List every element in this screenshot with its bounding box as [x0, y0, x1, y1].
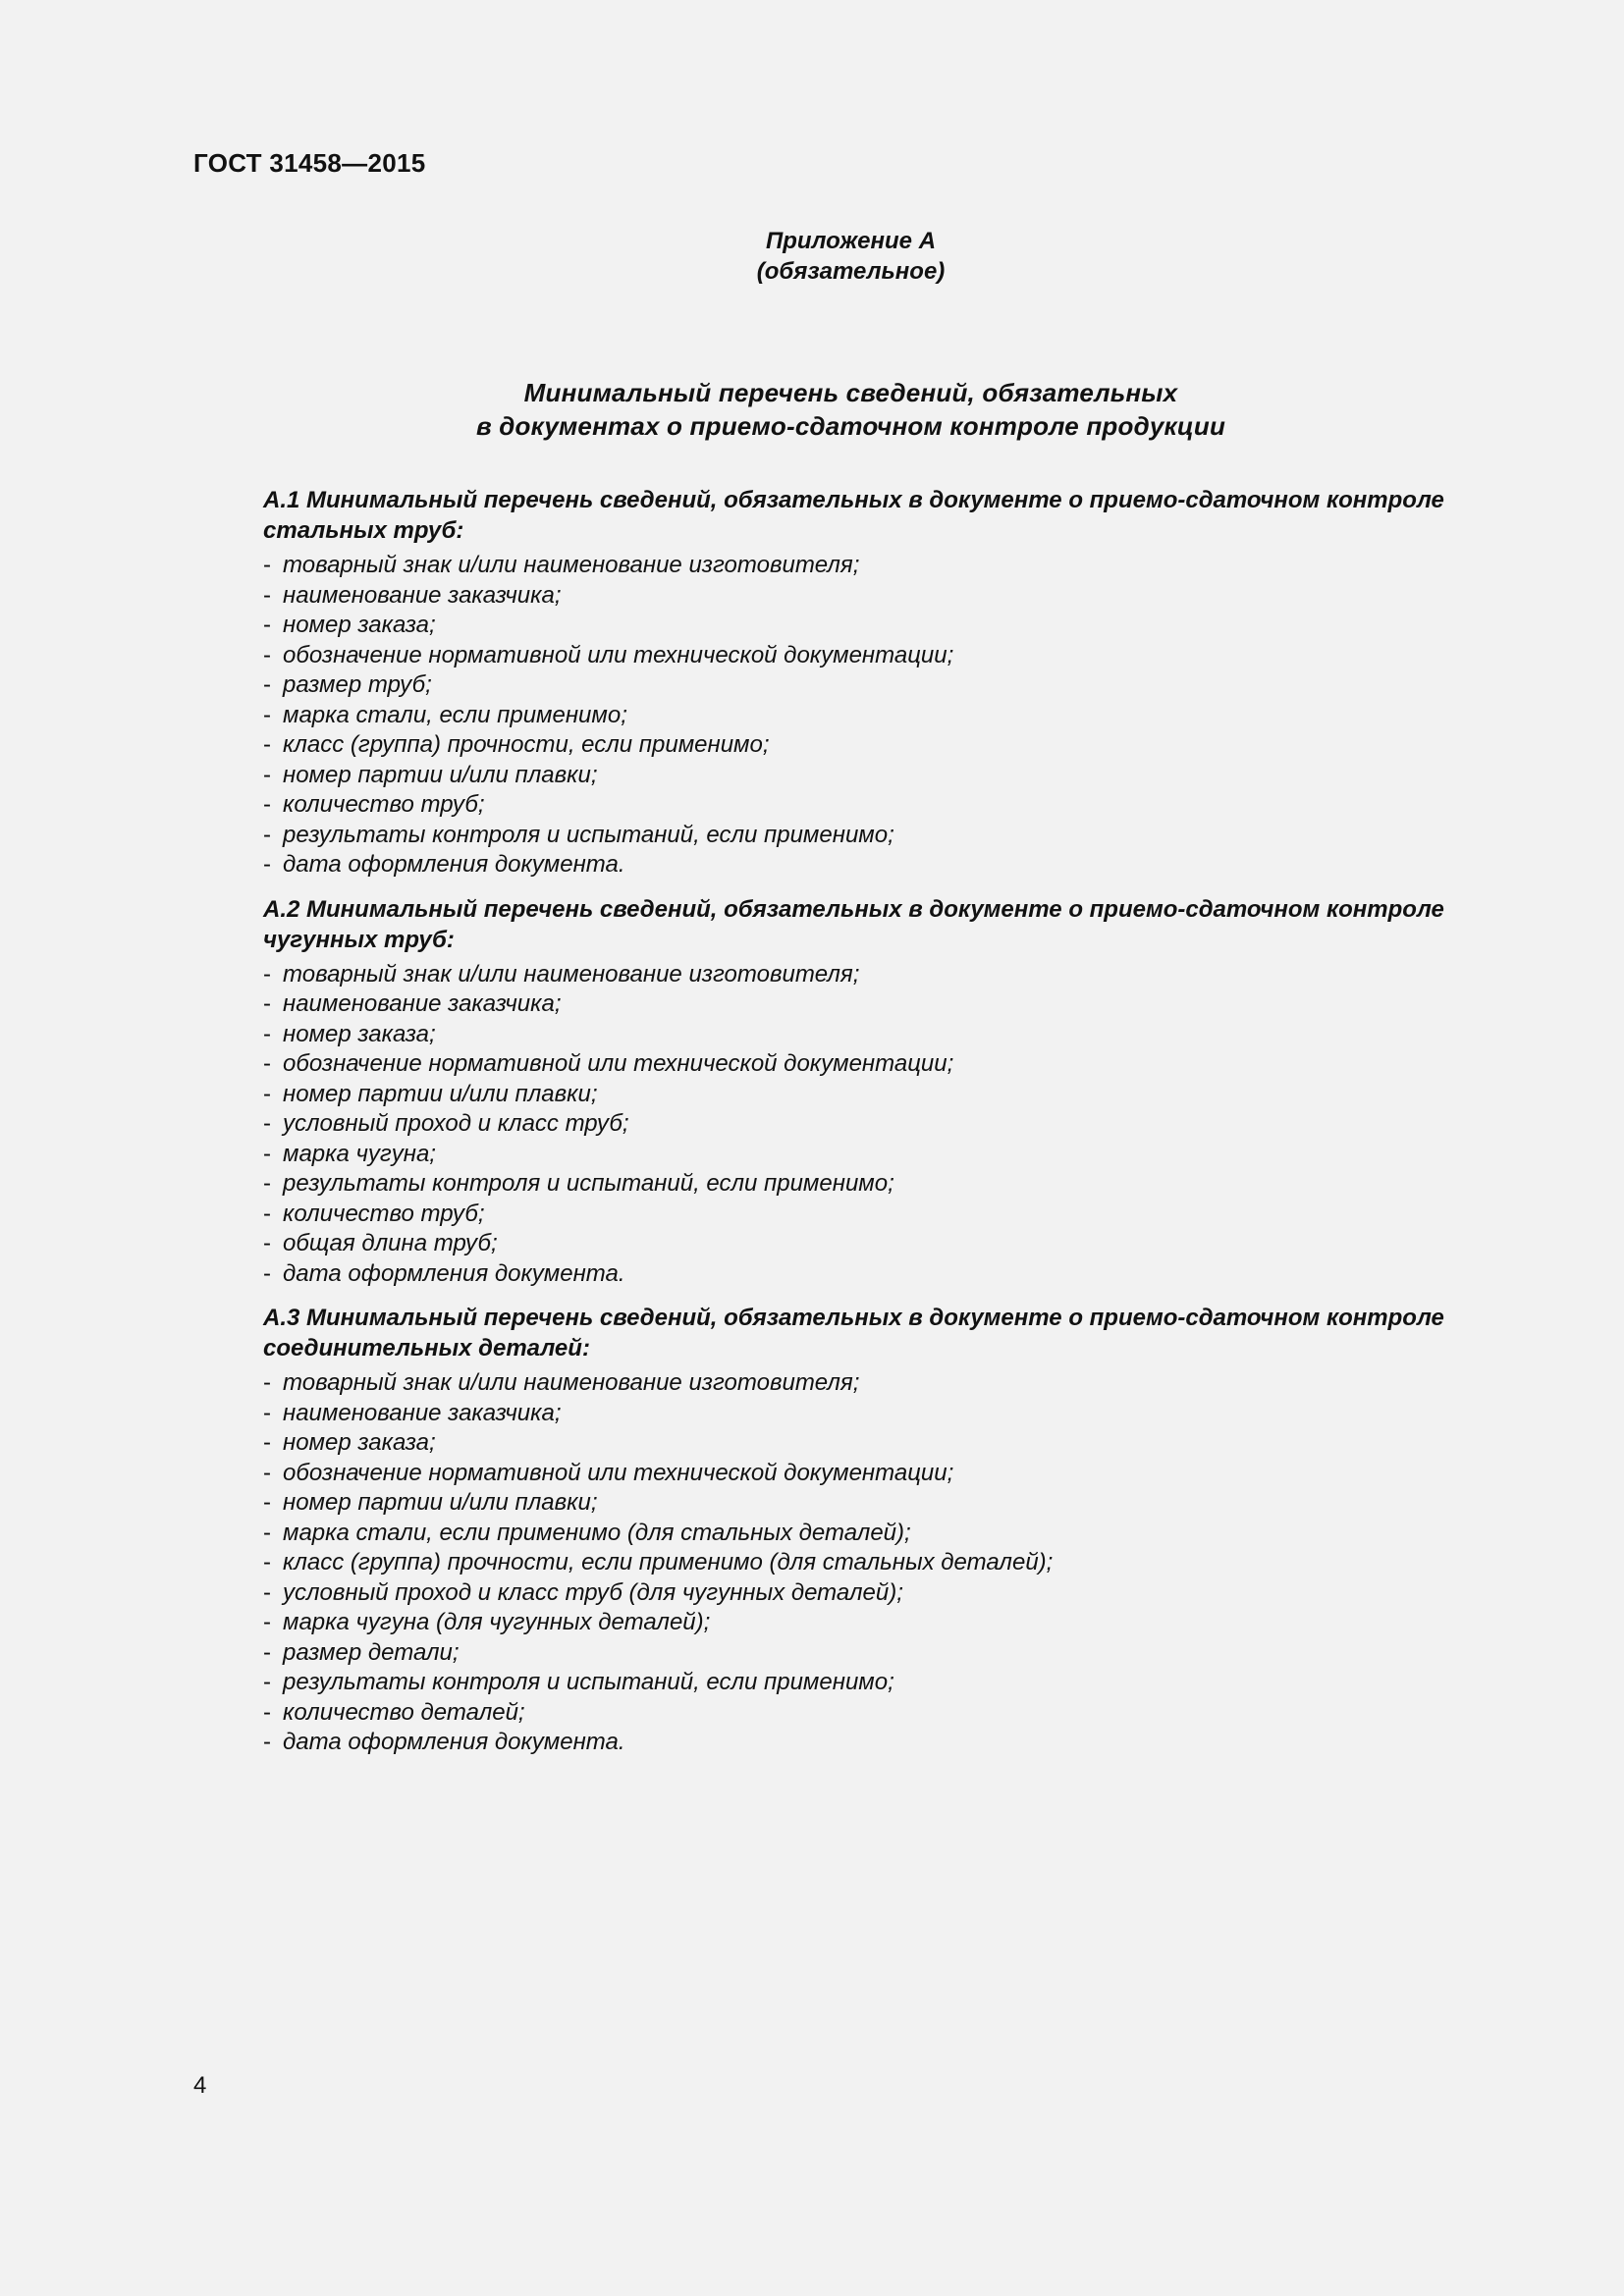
list-marker: - [263, 1230, 271, 1256]
list-item [263, 1548, 1500, 1578]
section-heading-line-1: А.1 Минимальный перечень сведений, обязательных в документе о приемо-сдаточном контроле [263, 487, 1444, 513]
list-item [263, 1728, 1500, 1758]
list-item-text: результаты контроля и испытаний, если применимо; [283, 1170, 894, 1197]
list-item-text: результаты контроля и испытаний, если применимо; [283, 1669, 894, 1695]
list-marker: - [263, 1369, 271, 1396]
list-item [263, 1109, 1500, 1140]
list-marker: - [263, 641, 271, 668]
section-a2 [263, 894, 1500, 1290]
list-item [263, 641, 1500, 671]
section-heading [263, 485, 1500, 546]
list-marker: - [263, 960, 271, 988]
list-item-text: номер партии и/или плавки; [283, 1080, 598, 1107]
list-marker: - [263, 1609, 271, 1635]
list-item-text: дата оформления документа. [283, 1259, 625, 1287]
list-marker: - [263, 1578, 271, 1606]
list-marker: - [263, 612, 271, 638]
list-marker: - [263, 1259, 271, 1287]
page-title-line-1: Минимальный перечень сведений, обязательных [523, 378, 1178, 407]
list-item-text: товарный знак и/или наименование изготовителя; [283, 552, 860, 578]
list-item [263, 1519, 1500, 1549]
list-marker: - [263, 1429, 271, 1456]
list-item [263, 1229, 1500, 1259]
list-item [263, 1259, 1500, 1290]
requirements-list [263, 551, 1500, 881]
list-item-text: обозначение нормативной или технической документации; [283, 1459, 954, 1486]
list-item [263, 850, 1500, 881]
list-item [263, 1368, 1500, 1399]
list-item-text: наименование заказчика; [283, 581, 562, 609]
list-item [263, 1169, 1500, 1200]
list-item-text: марка стали, если применимо; [283, 701, 627, 728]
appendix-status: (обязательное) [756, 258, 946, 285]
list-item [263, 1049, 1500, 1080]
list-item [263, 989, 1500, 1020]
list-marker: - [263, 1638, 271, 1666]
list-marker: - [263, 671, 271, 698]
list-item [263, 701, 1500, 731]
list-item-text: количество труб; [283, 791, 485, 818]
list-marker: - [263, 821, 271, 848]
list-marker: - [263, 701, 271, 728]
list-marker: - [263, 1080, 271, 1107]
requirements-list [263, 960, 1500, 1290]
list-item-text: класс (группа) прочности, если применимо (для стальных деталей); [283, 1549, 1054, 1575]
list-item-text: номер заказа; [283, 1429, 436, 1456]
list-item [263, 1200, 1500, 1230]
list-item-text: дата оформления документа. [283, 851, 625, 878]
list-item [263, 1638, 1500, 1669]
list-item-text: размер труб; [283, 671, 432, 698]
page-title [0, 376, 1624, 443]
list-item [263, 761, 1500, 791]
list-marker: - [263, 990, 271, 1017]
list-item [263, 1608, 1500, 1638]
list-item [263, 1698, 1500, 1729]
list-item-text: обозначение нормативной или технической документации; [283, 641, 954, 668]
list-marker: - [263, 1459, 271, 1486]
list-item-text: марка чугуна; [283, 1140, 436, 1167]
appendix-title: Приложение А [765, 228, 937, 254]
list-item [263, 790, 1500, 821]
list-item-text: обозначение нормативной или технической документации; [283, 1050, 954, 1077]
list-marker: - [263, 1170, 271, 1197]
list-marker: - [263, 1729, 271, 1755]
list-marker: - [263, 1140, 271, 1167]
list-marker: - [263, 761, 271, 788]
list-marker: - [263, 1698, 271, 1726]
section-heading-line-2: чугунных труб: [263, 926, 455, 953]
list-item [263, 1459, 1500, 1489]
list-item [263, 1428, 1500, 1459]
appendix-heading [0, 226, 1624, 287]
list-item [263, 960, 1500, 990]
list-marker: - [263, 1110, 271, 1137]
list-marker: - [263, 581, 271, 609]
section-a1 [263, 485, 1500, 881]
list-item [263, 1578, 1500, 1609]
list-item-text: номер заказа; [283, 612, 436, 638]
list-item-text: товарный знак и/или наименование изготовителя; [283, 960, 860, 988]
list-item [263, 1488, 1500, 1519]
list-item [263, 1399, 1500, 1429]
list-marker: - [263, 1050, 271, 1077]
list-item-text: номер партии и/или плавки; [283, 761, 598, 788]
list-item-text: условный проход и класс труб (для чугунных деталей); [283, 1578, 903, 1606]
list-item [263, 581, 1500, 612]
section-heading [263, 1303, 1500, 1363]
list-item-text: размер детали; [283, 1638, 460, 1666]
section-heading-line-1: А.2 Минимальный перечень сведений, обязательных в документе о приемо-сдаточном контроле [263, 895, 1444, 923]
list-item-text: номер заказа; [283, 1020, 436, 1047]
list-marker: - [263, 791, 271, 818]
list-item [263, 821, 1500, 851]
section-heading-line-2: стальных труб: [263, 517, 464, 544]
list-item [263, 551, 1500, 581]
page-number: 4 [193, 2072, 207, 2099]
list-marker: - [263, 1399, 271, 1426]
list-item [263, 1140, 1500, 1170]
list-item-text: количество труб; [283, 1200, 485, 1227]
list-item-text: условный проход и класс труб; [283, 1110, 629, 1137]
list-item-text: результаты контроля и испытаний, если применимо; [283, 821, 894, 848]
list-marker: - [263, 1519, 271, 1546]
list-item-text: дата оформления документа. [283, 1729, 625, 1755]
list-item-text: наименование заказчика; [283, 990, 562, 1017]
list-marker: - [263, 1669, 271, 1695]
section-heading [263, 894, 1500, 955]
list-marker: - [263, 1020, 271, 1047]
section-heading-line-1: А.3 Минимальный перечень сведений, обязательных в документе о приемо-сдаточном контроле [263, 1305, 1444, 1331]
list-marker: - [263, 1200, 271, 1227]
list-marker: - [263, 1489, 271, 1516]
list-marker: - [263, 552, 271, 578]
list-item [263, 1020, 1500, 1050]
list-item-text: марка чугуна (для чугунных деталей); [283, 1609, 711, 1635]
list-item-text: марка стали, если применимо (для стальных деталей); [283, 1519, 911, 1546]
section-a3 [263, 1303, 1500, 1758]
list-item-text: товарный знак и/или наименование изготовителя; [283, 1369, 860, 1396]
page-title-line-2: в документах о приемо-сдаточном контроле продукции [475, 411, 1226, 441]
list-item [263, 1668, 1500, 1698]
list-item-text: количество деталей; [283, 1698, 525, 1726]
list-item-text: номер партии и/или плавки; [283, 1489, 598, 1516]
list-marker: - [263, 1549, 271, 1575]
list-item [263, 611, 1500, 641]
list-item [263, 1080, 1500, 1110]
requirements-list [263, 1368, 1500, 1758]
list-marker: - [263, 851, 271, 878]
list-item [263, 730, 1500, 761]
document-code: ГОСТ 31458—2015 [193, 148, 426, 178]
list-item-text: класс (группа) прочности, если применимо; [283, 731, 770, 758]
section-heading-line-2: соединительных деталей: [263, 1335, 590, 1362]
list-marker: - [263, 731, 271, 758]
list-item-text: общая длина труб; [283, 1230, 498, 1256]
list-item-text: наименование заказчика; [283, 1399, 562, 1426]
list-item [263, 670, 1500, 701]
appendix-body [263, 485, 1500, 1772]
